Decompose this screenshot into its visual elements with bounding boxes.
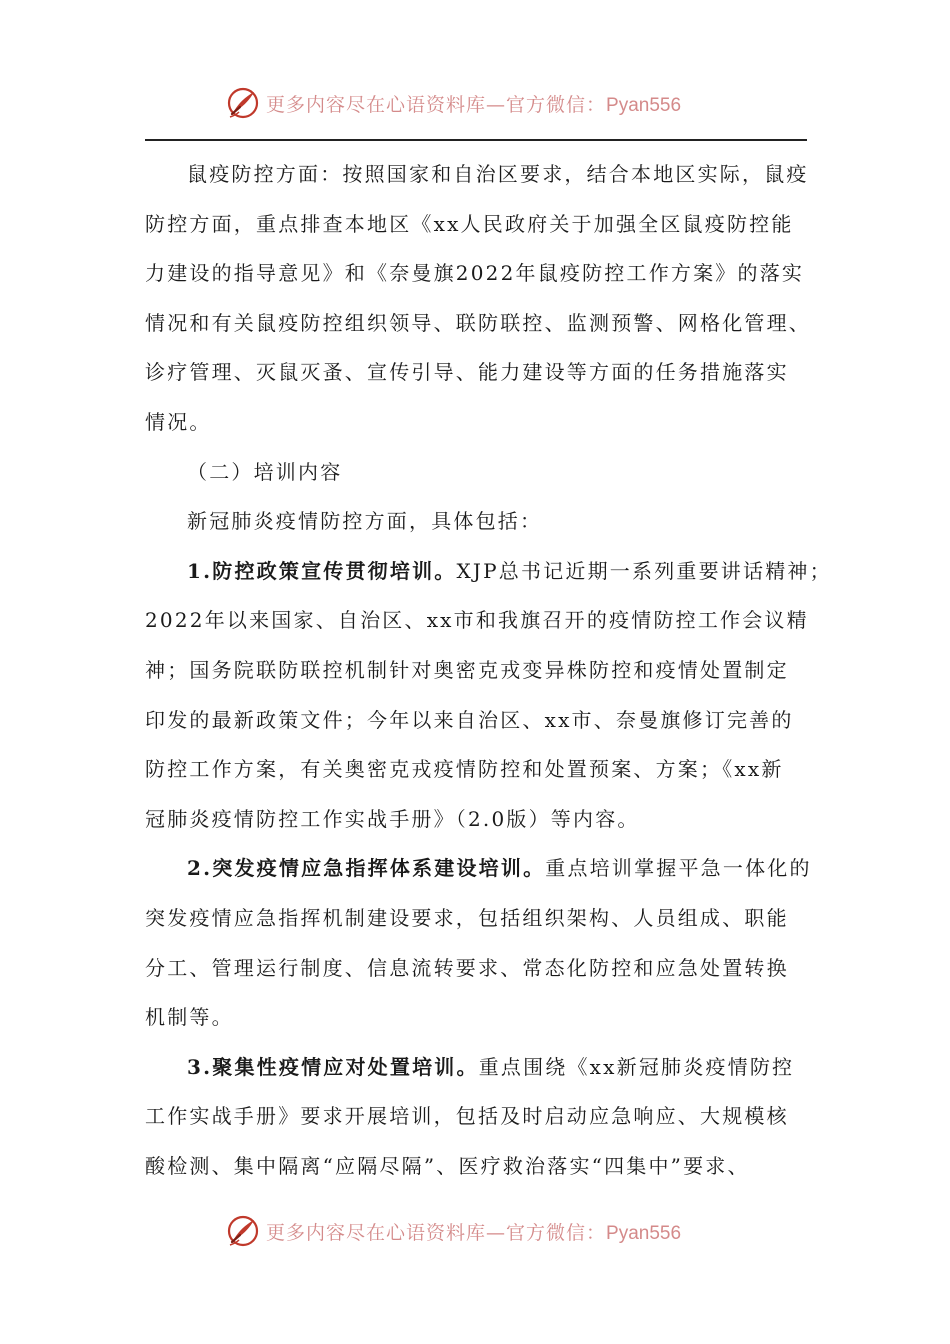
paragraph-line: 防控工作方案，有关奥密克戎疫情防控和处置预案、方案；《xx新 [145,757,784,782]
footer-banner [0,1211,950,1251]
header-banner [0,83,950,123]
item1-first-text: XJP总书记近期一系列重要讲话精神； [456,558,832,583]
paragraph-line: 冠肺炎疫情防控工作实战手册》（2.0版）等内容。 [145,806,640,831]
paragraph-line: 2022年以来国家、自治区、xx市和我旗召开的疫情防控工作会议精 [145,608,809,633]
paragraph-line: 机制等。 [145,1005,234,1030]
paragraph-line: 防控方面，重点排查本地区《xx人民政府关于加强全区鼠疫防控能 [145,211,794,236]
section-heading: （二）培训内容 [187,459,343,484]
paragraph-line: 力建设的指导意见》和《奈曼旗2022年鼠疫防控工作方案》的落实 [145,261,805,286]
paragraph-line: 情况。 [145,409,212,434]
paragraph-line: 酸检测、集中隔离“应隔尽隔”、医疗救治落实“四集中”要求、 [145,1153,750,1178]
paragraph-line: 神；国务院联防联控机制针对奥密克戎变异株防控和疫情处置制定 [145,657,789,682]
item1-title: 1.防控政策宣传贯彻培训。 [187,558,457,583]
item3-first-line [145,1043,807,1093]
item2-title: 2.突发疫情应急指挥体系建设培训。 [187,856,546,881]
item1-first-line [145,547,832,597]
paragraph-line: 诊疗管理、灭鼠灭蚤、宣传引导、能力建设等方面的任务措施落实 [145,360,789,385]
banner-text [266,90,681,117]
banner-slogan: 更多内容尽在心语资料库—官方微信： [266,1221,607,1244]
document-body [145,150,832,1191]
banner-wechat-id: Pyan556 [606,1222,682,1244]
paragraph-line: 情况和有关鼠疫防控组织领导、联防联控、监测预警、网格化管理、 [145,310,811,335]
header-rule [145,139,807,141]
quill-logo-icon [226,86,260,120]
paragraph-line: 分工、管理运行制度、信息流转要求、常态化防控和应急处置转换 [145,955,789,980]
item3-first-text: 重点围绕《xx新冠肺炎疫情防控 [478,1054,795,1079]
paragraph-line: 突发疫情应急指挥机制建设要求，包括组织架构、人员组成、职能 [145,905,789,930]
banner-wechat-id: Pyan556 [606,94,682,116]
item3-title: 3.聚集性疫情应对处置培训。 [187,1054,479,1079]
banner-text [266,1218,681,1245]
intro-line: 新冠肺炎疫情防控方面，具体包括： [187,509,543,534]
quill-logo-icon [226,1214,260,1248]
item2-first-text: 重点培训掌握平急一体化的 [545,856,812,881]
item2-first-line [145,844,812,894]
banner-slogan: 更多内容尽在心语资料库—官方微信： [266,93,607,116]
paragraph-line: 工作实战手册》要求开展培训，包括及时启动应急响应、大规模核 [145,1104,789,1129]
paragraph-line: 印发的最新政策文件；今年以来自治区、xx市、奈曼旗修订完善的 [145,707,794,732]
paragraph-line: 鼠疫防控方面：按照国家和自治区要求，结合本地区实际，鼠疫 [187,162,809,186]
